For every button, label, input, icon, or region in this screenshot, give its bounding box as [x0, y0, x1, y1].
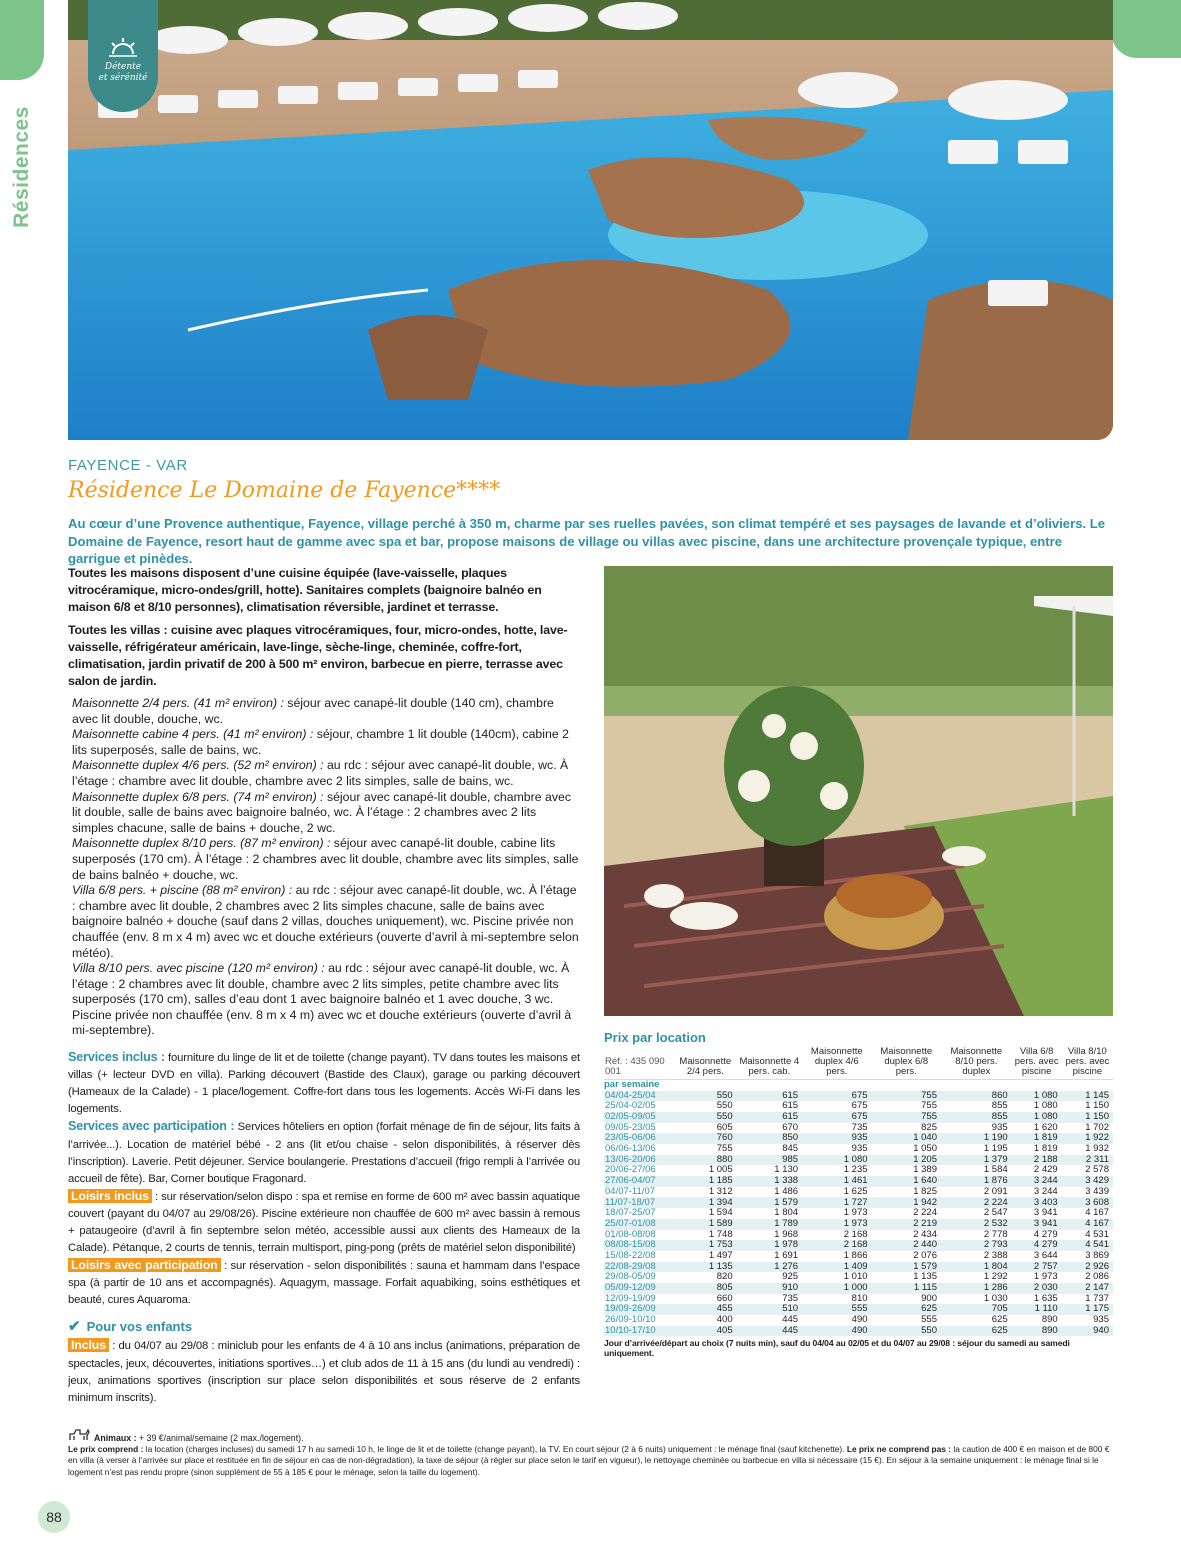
price-cell: 1 389 [913, 1164, 937, 1176]
price-cell: 940 [1062, 1326, 1113, 1337]
price-cell: 1 727 [802, 1197, 871, 1208]
price-cell: 805 [674, 1283, 737, 1294]
period-cell: 10/10-17/10 [604, 1326, 674, 1337]
price-cell: 2 311 [1062, 1155, 1113, 1166]
dog-icon [68, 1426, 90, 1444]
period-cell: 13/06-20/06 [604, 1155, 674, 1166]
price-cell: 1 635 [1033, 1292, 1058, 1304]
column-header: Villa 8/10 pers. avec piscine [1065, 1046, 1110, 1077]
price-cell: 4 167 [1085, 1207, 1109, 1219]
page-number: 88 [38, 1501, 70, 1533]
price-table-note: Jour d’arrivée/départ au choix (7 nuits min), sauf du 04/04 au 02/05 et du 04/07 au 29/08 : séjour du samedi au samedi uniquement. [604, 1338, 1070, 1359]
period-cell: 09/05-23/05 [605, 1121, 656, 1133]
price-cell: 2 030 [1012, 1283, 1062, 1294]
period-cell: 15/08-22/08 [605, 1249, 656, 1261]
price-cell: 1 819 [1033, 1143, 1058, 1155]
period-cell: 08/08-15/08 [604, 1240, 674, 1251]
price-cell: 1 579 [737, 1197, 802, 1208]
price-cell: 880 [674, 1155, 737, 1166]
price-cell: 1 461 [802, 1176, 871, 1187]
intro-paragraph: Au cœur d’une Provence authentique, Fayence, village perché à 350 m, charme par ses ruelles pavées, son climat tempéré et ses paysages de lavande et d’oliviers. Le Domaine de Fayence, resort haut de gamme avec spa et bar, propose maisons de village ou villas avec piscine, dans une architecture provençale typique, entre garrigue et pinèdes. [68, 516, 1106, 566]
price-cell: 1 584 [983, 1164, 1008, 1176]
price-cell: 1 175 [1062, 1304, 1113, 1315]
price-cell: 555 [802, 1304, 871, 1315]
price-cell: 1 942 [872, 1197, 941, 1208]
price-cell: 405 [674, 1326, 737, 1337]
price-cell: 1 205 [872, 1155, 941, 1166]
price-cell: 1 130 [774, 1164, 799, 1176]
price-cell: 735 [851, 1121, 868, 1133]
checkmark-icon: ✔ [68, 1318, 81, 1336]
sun-icon [107, 36, 139, 58]
price-cell: 550 [674, 1112, 737, 1123]
price-cell: 1 394 [674, 1197, 737, 1208]
price-cell: 1 866 [843, 1249, 868, 1261]
period-cell: 01/08-08/08 [605, 1228, 656, 1240]
price-cell: 625 [941, 1326, 1012, 1337]
price-cell: 2 086 [1085, 1271, 1109, 1283]
price-cell: 760 [674, 1133, 737, 1144]
hero-pool-photo [68, 0, 1113, 440]
kids-paragraph: Inclus : du 04/07 au 29/08 : miniclub pour les enfants de 4 à 10 ans inclus (animations, préparation de spectacles, jeux, découvertes, initiations sportives…) et club ados de 11 à 15 ans (du lundi au vendredi) : jeux, animations sportives (inscription sur place selon disponibilités et sous réserve de 2 enfants minimum inscrits). [68, 1338, 580, 1404]
accommodation-item: Villa 8/10 pers. avec piscine (120 m² environ) : au rdc : séjour avec canapé-lit double, wc. À l’étage : 2 chambres avec lit double, chambre avec 2 lits simples, petite chambre avec lits superposés (170 cm), salles d’eau dont 1 avec baignoire balnéo et 1 avec douche, 3 wc. Piscine privée non chauffée (env. 8 m x 4 m) avec wc et douche extérieurs (ouverte d’avril à mi-septembre). [72, 961, 572, 1038]
price-cell: 755 [716, 1143, 733, 1155]
price-cell: 705 [941, 1304, 1012, 1315]
price-cell: 615 [782, 1100, 799, 1112]
price-cell: 1 110 [1012, 1304, 1062, 1315]
period-cell: 23/05-06/06 [604, 1133, 674, 1144]
price-cell: 660 [716, 1292, 733, 1304]
price-cell: 1 338 [737, 1176, 802, 1187]
price-cell: 1 190 [941, 1133, 1012, 1144]
price-row [604, 1251, 1113, 1262]
period-cell: 18/07-25/07 [605, 1207, 656, 1219]
price-cell: 1 150 [1062, 1112, 1113, 1123]
price-row [604, 1326, 1113, 1337]
reference-number: Réf. : 435 090 001 [605, 1056, 665, 1077]
price-cell: 1 080 [1012, 1112, 1062, 1123]
accommodation-item: Maisonnette duplex 8/10 pers. (87 m² environ) : séjour avec canapé-lit double, cabine lits superposés (170 cm). À l’étage : 2 chambres avec lit double, chambre avec lits simples, salle de bains balnéo + douche, wc. [72, 836, 579, 882]
column-header: Maisonnette 8/10 pers. duplex [950, 1046, 1003, 1077]
price-cell: 1 620 [1033, 1121, 1058, 1133]
period-cell: 26/09-10/10 [605, 1314, 656, 1326]
price-cell: 615 [737, 1112, 802, 1123]
price-cell: 860 [941, 1091, 1012, 1102]
period-cell: 05/09-12/09 [604, 1283, 674, 1294]
price-cell: 3 439 [1085, 1185, 1109, 1197]
price-cell: 2 440 [872, 1240, 941, 1251]
loisirs-inclus-tag: Loisirs inclus [68, 1189, 152, 1203]
price-conditions: Le prix comprend : la location (charges incluses) du samedi 17 h au samedi 10 h, le linge de lit et de toilette (change payant), la TV. En court séjour (2 à 6 nuits) uniquement : le ménage final (sauf kitchenette). Le prix ne comprend pas : la caution de 400 € en maison et de 800 € en villa (à verser à l’arrivée sur place et restituée en fin de séjour en cas de non-dégradation), la taxe de séjour (à régler sur place selon le tarif en vigueur), le nettoyage cheminée ou barbecue en villa si nécessaire (15 €). En séjour à la semaine uniquement : le ménage final si le logement n’est pas rendu propre (sinon supplément de 55 à 185 € pour le ménage, selon la taille du logement). [68, 1444, 1110, 1477]
side-section-label: Résidences [10, 106, 34, 228]
price-cell: 2 757 [1012, 1262, 1062, 1273]
price-table-header [604, 1047, 1113, 1080]
price-cell: 4 279 [1033, 1228, 1058, 1240]
price-cell: 445 [782, 1314, 799, 1326]
price-cell: 1 010 [843, 1271, 868, 1283]
price-cell: 550 [716, 1100, 733, 1112]
price-cell: 2 547 [983, 1207, 1008, 1219]
price-cell: 2 434 [913, 1228, 937, 1240]
period-cell: 04/07-11/07 [605, 1185, 656, 1197]
price-cell: 1 876 [941, 1176, 1012, 1187]
price-cell: 910 [737, 1283, 802, 1294]
price-cell: 1 973 [843, 1207, 868, 1219]
price-cell: 1 000 [802, 1283, 871, 1294]
price-cell: 1 276 [737, 1262, 802, 1273]
price-row [604, 1187, 1113, 1198]
price-cell: 1 594 [708, 1207, 733, 1219]
price-cell: 935 [991, 1121, 1008, 1133]
price-cell: 3 244 [1012, 1176, 1062, 1187]
price-cell: 755 [872, 1091, 941, 1102]
price-cell: 1 804 [774, 1207, 799, 1219]
price-cell: 675 [802, 1091, 871, 1102]
terrace-table-photo [604, 566, 1113, 1016]
price-cell: 810 [851, 1292, 868, 1304]
price-cell: 1 080 [1033, 1100, 1058, 1112]
price-cell: 1 080 [802, 1155, 871, 1166]
price-cell: 3 244 [1033, 1185, 1058, 1197]
footer-conditions [68, 1426, 1113, 1478]
period-cell: 19/09-26/09 [604, 1304, 674, 1315]
price-cell: 1 819 [1012, 1133, 1062, 1144]
price-cell: 1 145 [1062, 1091, 1113, 1102]
price-row [604, 1219, 1113, 1230]
accommodation-item: Maisonnette cabine 4 pers. (41 m² environ) : séjour, chambre 1 lit double (140cm), cabine 2 lits superposés, salle de bains, wc. [72, 727, 569, 757]
price-table-title: Prix par location [604, 1030, 706, 1045]
corner-tab-left [0, 0, 44, 80]
price-cell: 735 [782, 1292, 799, 1304]
price-cell: 4 541 [1062, 1240, 1113, 1251]
period-cell: 02/05-09/05 [604, 1112, 674, 1123]
price-cell: 1 150 [1085, 1100, 1109, 1112]
price-cell: 2 168 [843, 1228, 868, 1240]
column-header: Villa 6/8 pers. avec piscine [1014, 1046, 1059, 1077]
price-cell: 845 [782, 1143, 799, 1155]
period-cell: 11/07-18/07 [604, 1197, 674, 1208]
kids-heading: ✔ Pour vos enfants [68, 1318, 193, 1336]
price-cell: 2 224 [913, 1207, 937, 1219]
price-cell: 1 825 [913, 1185, 937, 1197]
price-cell: 985 [737, 1155, 802, 1166]
price-cell: 1 080 [1012, 1091, 1062, 1102]
price-cell: 1 922 [1062, 1133, 1113, 1144]
price-cell: 2 926 [1062, 1262, 1113, 1273]
price-cell: 1 932 [1085, 1143, 1109, 1155]
price-cell: 935 [802, 1133, 871, 1144]
kids-inclus-tag: Inclus [68, 1338, 109, 1352]
price-cell: 1 486 [774, 1185, 799, 1197]
price-cell: 755 [921, 1100, 937, 1112]
price-cell: 2 793 [941, 1240, 1012, 1251]
price-cell: 1 625 [843, 1185, 868, 1197]
price-cell: 1 135 [674, 1262, 737, 1273]
period-cell: 29/08-05/09 [605, 1271, 656, 1283]
price-cell: 1 312 [708, 1185, 733, 1197]
price-cell: 925 [782, 1271, 799, 1283]
price-cell: 1 978 [737, 1240, 802, 1251]
services-inclus-label: Services inclus : [68, 1050, 165, 1065]
price-cell: 625 [872, 1304, 941, 1315]
price-cell: 400 [716, 1314, 733, 1326]
period-cell: 20/06-27/06 [605, 1164, 656, 1176]
villas-paragraph: Toutes les villas : cuisine avec plaques vitrocéramiques, four, micro-ondes, hotte, lave-vaisselle, réfrigérateur américain, lave-linge, sèche-linge, cheminée, coffre-fort, climatisation, jardin privatif de 200 à 500 m² environ, barbecue en pierre, terrasse avec salon de jardin. [68, 623, 568, 688]
residence-title: Résidence Le Domaine de Fayence**** [68, 478, 501, 503]
price-cell: 675 [802, 1112, 871, 1123]
price-cell: 2 219 [872, 1219, 941, 1230]
period-cell: 12/09-19/09 [605, 1292, 656, 1304]
price-cell: 1 005 [708, 1164, 733, 1176]
price-cell: 4 531 [1085, 1228, 1109, 1240]
price-cell: 1 185 [674, 1176, 737, 1187]
accommodation-item: Villa 6/8 pers. + piscine (88 m² environ) : au rdc : séjour avec canapé-lit double, wc. À l’étage : chambre avec lit double, 2 chambres avec 2 lits simples chacune, salle de bains avec baignoire balnéo + douche (sauf dans 2 villas, douches uniquement), wc. Piscine privée non chauffée (env. 8 m x 4 m) avec wc et douche extérieurs (ouverte d’avril à mi-septembre selon météo). [72, 883, 579, 960]
price-cell: 935 [1093, 1314, 1109, 1326]
accommodation-item: Maisonnette duplex 4/6 pers. (52 m² environ) : au rdc : séjour avec canapé-lit double, wc. À l’étage : chambre avec lit double, chambre avec 2 lits simples, salle de bains, wc. [72, 758, 569, 788]
price-cell: 2 168 [802, 1240, 871, 1251]
price-cell: 4 279 [1012, 1240, 1062, 1251]
price-cell: 625 [991, 1314, 1008, 1326]
price-cell: 2 778 [983, 1228, 1008, 1240]
price-cell: 1 702 [1085, 1121, 1109, 1133]
price-cell: 1 409 [802, 1262, 871, 1273]
price-cell: 2 076 [913, 1249, 937, 1261]
price-cell: 1 589 [674, 1219, 737, 1230]
price-cell: 2 224 [941, 1197, 1012, 1208]
price-cell: 1 691 [774, 1249, 799, 1261]
price-cell: 1 973 [1033, 1271, 1058, 1283]
price-cell: 4 167 [1062, 1219, 1113, 1230]
price-cell: 1 115 [872, 1283, 941, 1294]
price-cell: 1 135 [913, 1271, 937, 1283]
price-cell: 2 578 [1085, 1164, 1109, 1176]
column-header: Maisonnette 4 pers. cab. [739, 1056, 800, 1077]
price-cell: 3 869 [1085, 1249, 1109, 1261]
price-cell: 555 [921, 1314, 937, 1326]
period-cell: 25/04-02/05 [605, 1100, 656, 1112]
price-cell: 1 379 [941, 1155, 1012, 1166]
price-cell: 3 644 [1033, 1249, 1058, 1261]
price-cell: 550 [674, 1091, 737, 1102]
price-cell: 1 286 [941, 1283, 1012, 1294]
services-block: Services inclus : fourniture du linge de lit et de toilette (change payant). TV dans toutes les maisons et villas (+ lecteur DVD en villa). Parking découvert (Bastide des Claux), garage ou parking découvert (Hameaux de la Calade) - 1 place/logement. Coffre-fort dans tous les logements. Accès Wi-Fi dans les logements. Services avec participation : Services hôteliers en option (forfait ménage de fin de séjour, lits faits à l’arrivée...). Location de matériel bébé - 2 ans (lit et/ou chaise - selon disponibilités, à réserver dès l’inscription). Laverie. Petit déjeuner. Service boulangerie. Prestations d’accueil (frigo rempli à l’arrivée ou accueil de fête). Bar, Corner boutique Fragonard. Loisirs inclus : sur réservation/selon dispo : spa et remise en forme de 600 m² avec bassin aquatique couvert (payant du 04/07 au 29/08/26). Piscine extérieure non chauffée de 600 m² avec bassin à remous + pataugeoire (d’avril à fin septembre selon météo, accessible aussi aux clients des Hameaux de la Calade). Pétanque, 2 courts de tennis, terrain multisport, ping-pong (prêts de matériel selon disponibilité) Loisirs avec participation : sur réservation - selon disponibilités : sauna et hammam dans l’espace spa (à partir de 10 ans et accompagnés). Aquagym, massage. Forfait aquabiking, soins esthétiques et beauté, cures Aquaroma. [68, 1050, 580, 1307]
price-cell: 825 [921, 1121, 937, 1133]
accommodation-list [72, 696, 580, 1039]
price-cell: 1 040 [872, 1133, 941, 1144]
price-cell: 455 [674, 1304, 737, 1315]
period-cell: 27/06-04/07 [604, 1176, 674, 1187]
price-cell: 510 [737, 1304, 802, 1315]
price-cell: 890 [1012, 1326, 1062, 1337]
badge-text: Détente et sérénité [98, 62, 148, 83]
price-cell: 1 804 [941, 1262, 1012, 1273]
column-header: Maisonnette duplex 6/8 pers. [880, 1046, 933, 1077]
price-cell: 900 [921, 1292, 937, 1304]
price-cell: 2 091 [983, 1185, 1008, 1197]
price-cell: 1 030 [983, 1292, 1008, 1304]
price-cell: 670 [782, 1121, 799, 1133]
houses-paragraph: Toutes les maisons disposent d’une cuisine équipée (lave-vaisselle, plaques vitrocéramique, micro-ondes/grill, hotte). Sanitaires complets (baignoire balnéo en maison 6/8 et 8/10 personnes), climatisation réversible, jardinet et terrasse. [68, 566, 542, 614]
price-cell: 1 292 [983, 1271, 1008, 1283]
price-cell: 3 403 [1012, 1197, 1062, 1208]
price-table-section [604, 1030, 1113, 1358]
price-cell: 3 941 [1012, 1219, 1062, 1230]
price-cell: 1 737 [1085, 1292, 1109, 1304]
price-cell: 1 195 [983, 1143, 1008, 1155]
price-cell: 1 753 [674, 1240, 737, 1251]
price-cell: 1 497 [708, 1249, 733, 1261]
period-cell: 06/06-13/06 [605, 1143, 656, 1155]
price-cell: 855 [991, 1100, 1008, 1112]
price-cell: 1 235 [843, 1164, 868, 1176]
price-cell: 550 [872, 1326, 941, 1337]
column-header: Maisonnette duplex 4/6 pers. [810, 1046, 863, 1077]
price-cell: 850 [737, 1133, 802, 1144]
price-cell: 490 [802, 1326, 871, 1337]
price-cell: 1 968 [774, 1228, 799, 1240]
location-label: FAYENCE - VAR [68, 457, 188, 474]
corner-tab-right [1111, 0, 1181, 58]
price-cell: 675 [851, 1100, 868, 1112]
price-cell: 2 388 [983, 1249, 1008, 1261]
price-cell: 445 [737, 1326, 802, 1337]
period-subheader: par semaine [604, 1080, 1113, 1091]
price-cell: 2 188 [1012, 1155, 1062, 1166]
price-cell: 615 [737, 1091, 802, 1102]
price-cell: 935 [851, 1143, 868, 1155]
price-cell: 2 429 [1033, 1164, 1058, 1176]
price-table [604, 1047, 1113, 1336]
price-cell: 1 050 [913, 1143, 937, 1155]
price-cell: 855 [941, 1112, 1012, 1123]
period-cell: 25/07-01/08 [604, 1219, 674, 1230]
pets-line: Animaux : + 39 €/animal/semaine (2 max./logement). [68, 1426, 1113, 1444]
price-cell: 3 429 [1062, 1176, 1113, 1187]
price-cell: 890 [1041, 1314, 1058, 1326]
theme-badge [88, 0, 158, 112]
price-cell: 605 [716, 1121, 733, 1133]
description-column [68, 565, 580, 1407]
price-cell: 1 579 [872, 1262, 941, 1273]
price-cell: 755 [872, 1112, 941, 1123]
price-cell: 2 532 [941, 1219, 1012, 1230]
loisirs-participation-tag: Loisirs avec participation [68, 1258, 221, 1272]
services-participation-label: Services avec participation : [68, 1119, 235, 1134]
price-cell: 3 608 [1062, 1197, 1113, 1208]
price-cell: 1 640 [872, 1176, 941, 1187]
price-cell: 1 973 [802, 1219, 871, 1230]
period-cell: 22/08-29/08 [604, 1262, 674, 1273]
price-cell: 2 147 [1062, 1283, 1113, 1294]
price-cell: 3 941 [1033, 1207, 1058, 1219]
column-header: Maisonnette 2/4 pers. [679, 1056, 732, 1077]
period-cell: 04/04-25/04 [604, 1091, 674, 1102]
accommodation-item: Maisonnette duplex 6/8 pers. (74 m² environ) : séjour avec canapé-lit double, chambre avec lit double, salle de bains avec baignoire balnéo, wc. À l’étage : 2 chambres avec 2 lits simples chacune, salle de bains + douche, 2 wc. [72, 789, 571, 835]
price-cell: 1 789 [737, 1219, 802, 1230]
price-cell: 490 [851, 1314, 868, 1326]
price-cell: 820 [716, 1271, 733, 1283]
price-cell: 1 748 [708, 1228, 733, 1240]
accommodation-item: Maisonnette 2/4 pers. (41 m² environ) : séjour avec canapé-lit double (140 cm), chambre avec lit double, douche, wc. [72, 696, 554, 726]
